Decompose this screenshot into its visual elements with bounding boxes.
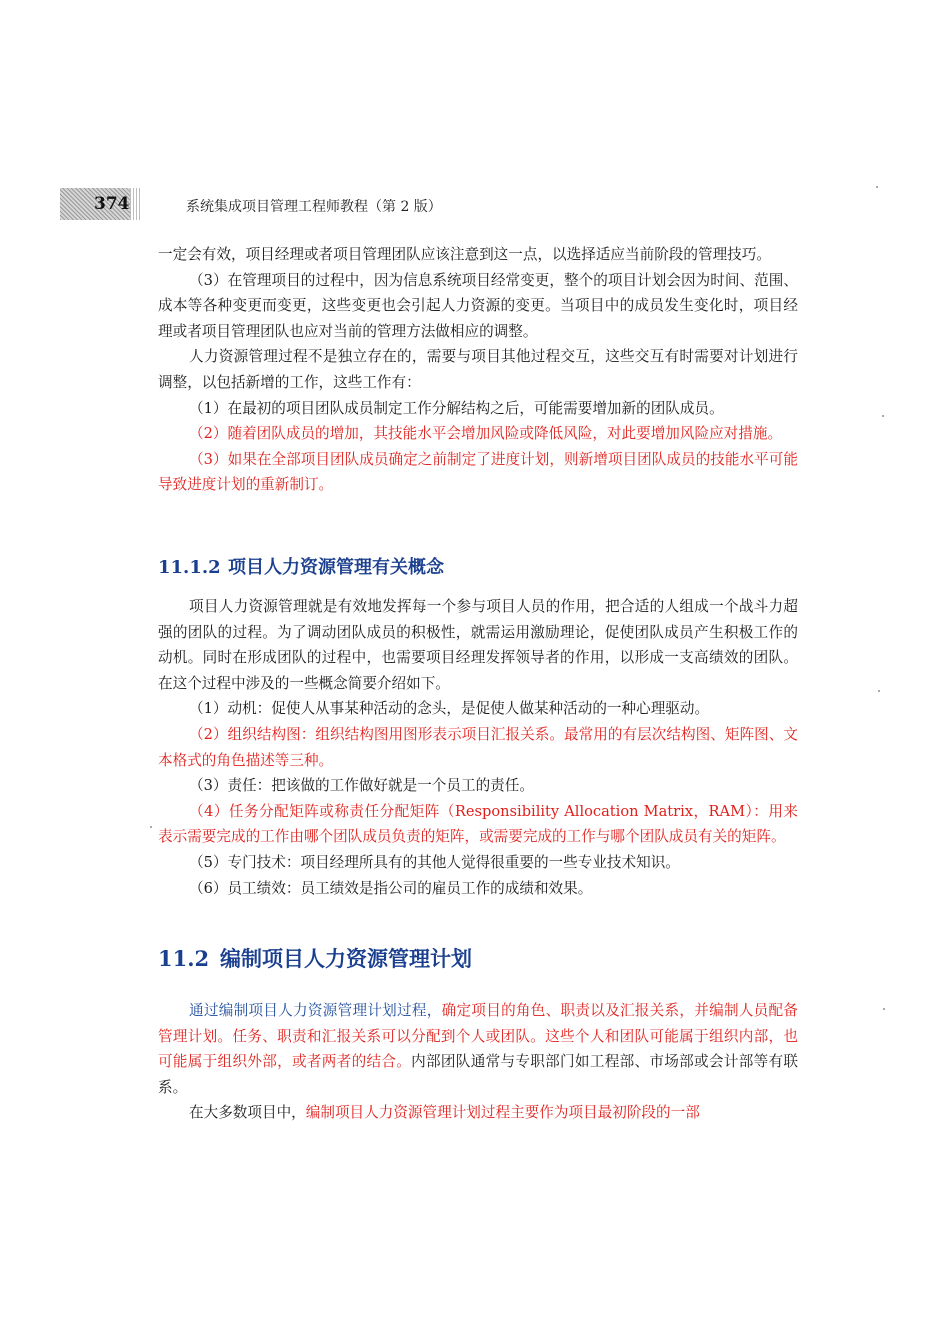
scan-speck (150, 826, 152, 828)
paragraph: 项目人力资源管理就是有效地发挥每一个参与项目人员的作用，把合适的人组成一个战斗力超强的团队的过程。为了调动团队成员的积极性，就需运用激励理论，促使团队成员产生积极工作的动机。同时在形成团队的过程中，也需要项目经理发挥领导者的作用，以形成一支高绩效的团队。在这个过程中涉及的一些概念简要介绍如下。 (158, 598, 798, 692)
page-header (60, 188, 890, 222)
subsection-heading (158, 553, 444, 579)
paragraph (158, 998, 798, 1100)
section-number: 11.2 (158, 946, 210, 971)
list-item-highlighted: （4）任务分配矩阵或称责任分配矩阵（Responsibility Allocation Matrix，RAM）：用来表示需要完成的工作由哪个团队成员负责的矩阵，或需要完成的工作与哪个团队成员有关的矩阵。 (158, 802, 798, 846)
paragraph: 一定会有效，项目经理或者项目管理团队应该注意到这一点，以选择适应当前阶段的管理技巧。 (158, 246, 771, 263)
section-heading (158, 943, 472, 973)
page-number: 374 (94, 194, 130, 214)
list-item: （1）在最初的项目团队成员制定工作分解结构之后，可能需要增加新的团队成员。 (189, 399, 724, 417)
list-item-highlighted: （3）如果在全部项目团队成员确定之前制定了进度计划，则新增项目团队成员的技能水平可能导致进度计划的重新制订。 (158, 450, 798, 494)
highlight-red: 编制项目人力资源管理计划过程主要作为项目最初阶段的一部 (305, 1104, 700, 1122)
highlight-blue: 通过编制项目人力资源管理计划过程， (189, 1002, 442, 1019)
list-item-highlighted: （2）随着团队成员的增加，其技能水平会增加风险或降低风险，对此要增加风险应对措施。 (189, 425, 783, 443)
subsection-number: 11.1.2 (158, 557, 221, 578)
scan-speck (876, 186, 878, 188)
header-decoration-stripe (130, 188, 142, 220)
list-item: （3）责任：把该做的工作做好就是一个员工的责任。 (189, 777, 534, 795)
book-title: 系统集成项目管理工程师教程（第 2 版） (186, 199, 442, 215)
plain-text: 在大多数项目中， (189, 1104, 306, 1122)
section-1-body (158, 242, 798, 498)
list-item: （1）动机：促使人从事某种活动的念头，是促使人做某种活动的一种心理驱动。 (189, 700, 710, 718)
paragraph: （3）在管理项目的过程中，因为信息系统项目经常变更，整个的项目计划会因为时间、范围、成本等各种变更而变更，这些变更也会引起人力资源的变更。当项目中的成员发生变化时，项目经理或者项目管理团队也应对当前的管理方法做相应的调整。 (158, 271, 798, 340)
paragraph (158, 1100, 798, 1126)
section-2-body (158, 594, 798, 901)
list-item: （5）专门技术：项目经理所具有的其他人觉得很重要的一些专业技术知识。 (189, 853, 680, 871)
scan-speck (883, 1008, 885, 1010)
subsection-title: 项目人力资源管理有关概念 (228, 557, 444, 578)
plain-text: 内部团队通常与专职部门如工程部、市场部或会计部等有联系。 (158, 1053, 798, 1096)
section-title: 编制项目人力资源管理计划 (220, 946, 472, 971)
highlight-red: 确定项目的角色、职责以及汇报关系，并编制人员配备管理计划。任务、职责和汇报关系可以分配到个人或团队。这些个人和团队可能属于组织内部，也可能属于组织外部，或者两者的结合。 (158, 1002, 798, 1071)
list-item: （6）员工绩效：员工绩效是指公司的雇员工作的成绩和效果。 (189, 879, 593, 897)
scan-speck (882, 415, 884, 417)
paragraph: 人力资源管理过程不是独立存在的，需要与项目其他过程交互，这些交互有时需要对计划进行调整，以包括新增的工作，这些工作有： (158, 348, 798, 391)
section-3-body (158, 998, 798, 1126)
scan-speck (878, 690, 880, 692)
list-item-highlighted: （2）组织结构图：组织结构图用图形表示项目汇报关系。最常用的有层次结构图、矩阵图、文本格式的角色描述等三种。 (158, 725, 798, 769)
